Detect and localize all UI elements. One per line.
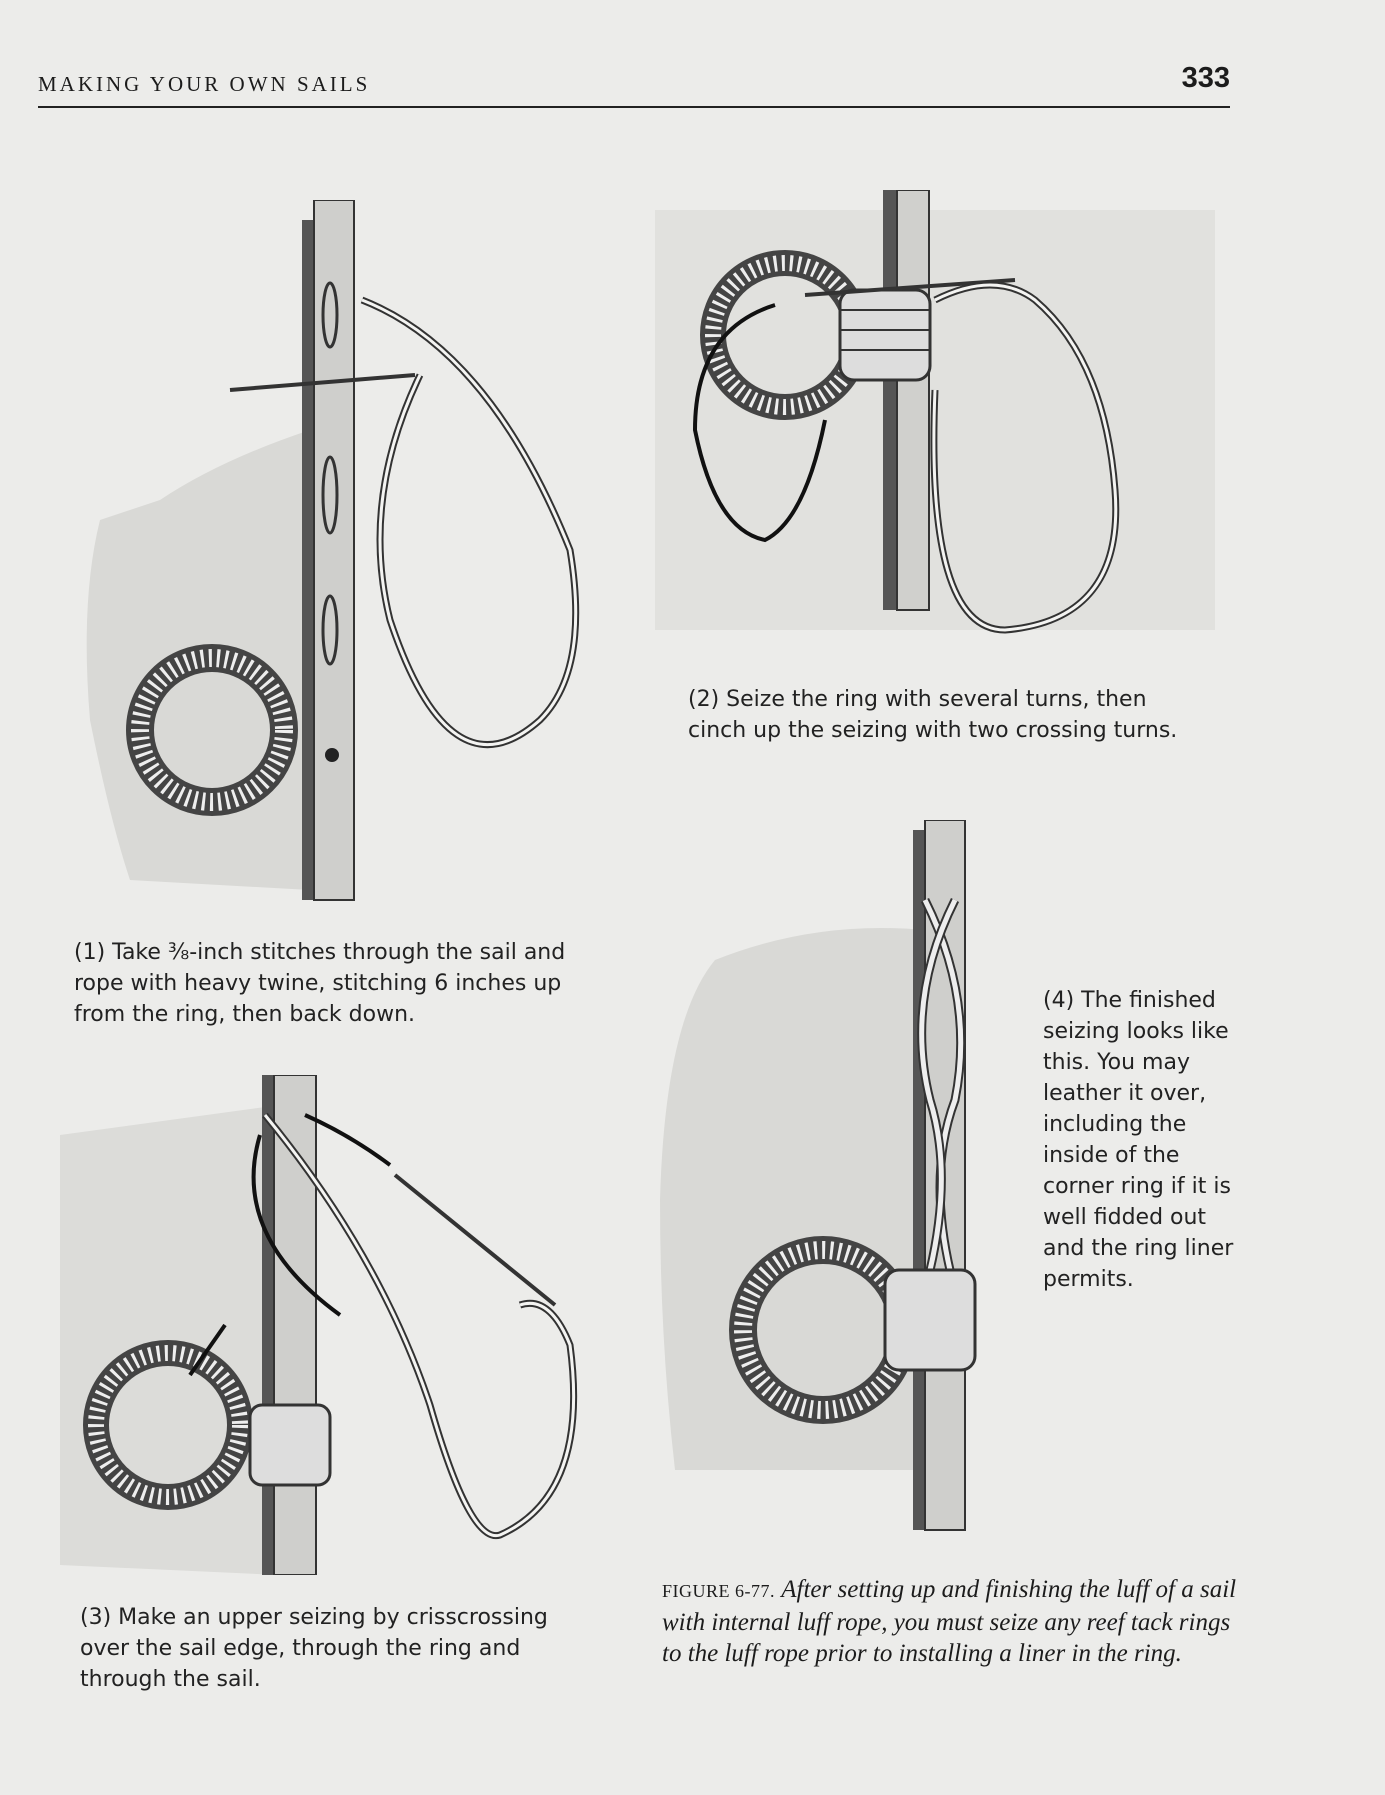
caption-step-2: (2) Seize the ring with several turns, then cinch up the seizing with two crossing turns. <box>688 687 1178 743</box>
figure-caption <box>662 1574 1242 1669</box>
illustration-step-1 <box>70 200 590 910</box>
figure-label: FIGURE 6-77. <box>662 1581 775 1601</box>
caption-step-3: (3) Make an upper seizing by crisscrossing over the sail edge, through the ring and through the sail. <box>80 1605 548 1692</box>
illustration-step-2 <box>655 190 1215 660</box>
caption-step-1: (1) Take ⅜-inch stitches through the sail and rope with heavy twine, stitching 6 inches up from the ring, then back down. <box>74 940 566 1027</box>
figure-text: After setting up and finishing the luff of a sail with internal luff rope, you must seize any reef tack rings to the luff rope prior to installing a liner in the ring. <box>662 1576 1237 1667</box>
illustration-step-4 <box>655 820 1015 1540</box>
header-rule <box>38 106 1230 108</box>
running-head: MAKING YOUR OWN SAILS <box>38 72 371 96</box>
illustration-step-3 <box>50 1075 620 1575</box>
page-number: 333 <box>1181 62 1230 94</box>
caption-step-4: (4) The finished seizing looks like this. You may leather it over, including the inside of the corner ring if it is well fidded out and the ring liner permits. <box>1043 988 1234 1292</box>
